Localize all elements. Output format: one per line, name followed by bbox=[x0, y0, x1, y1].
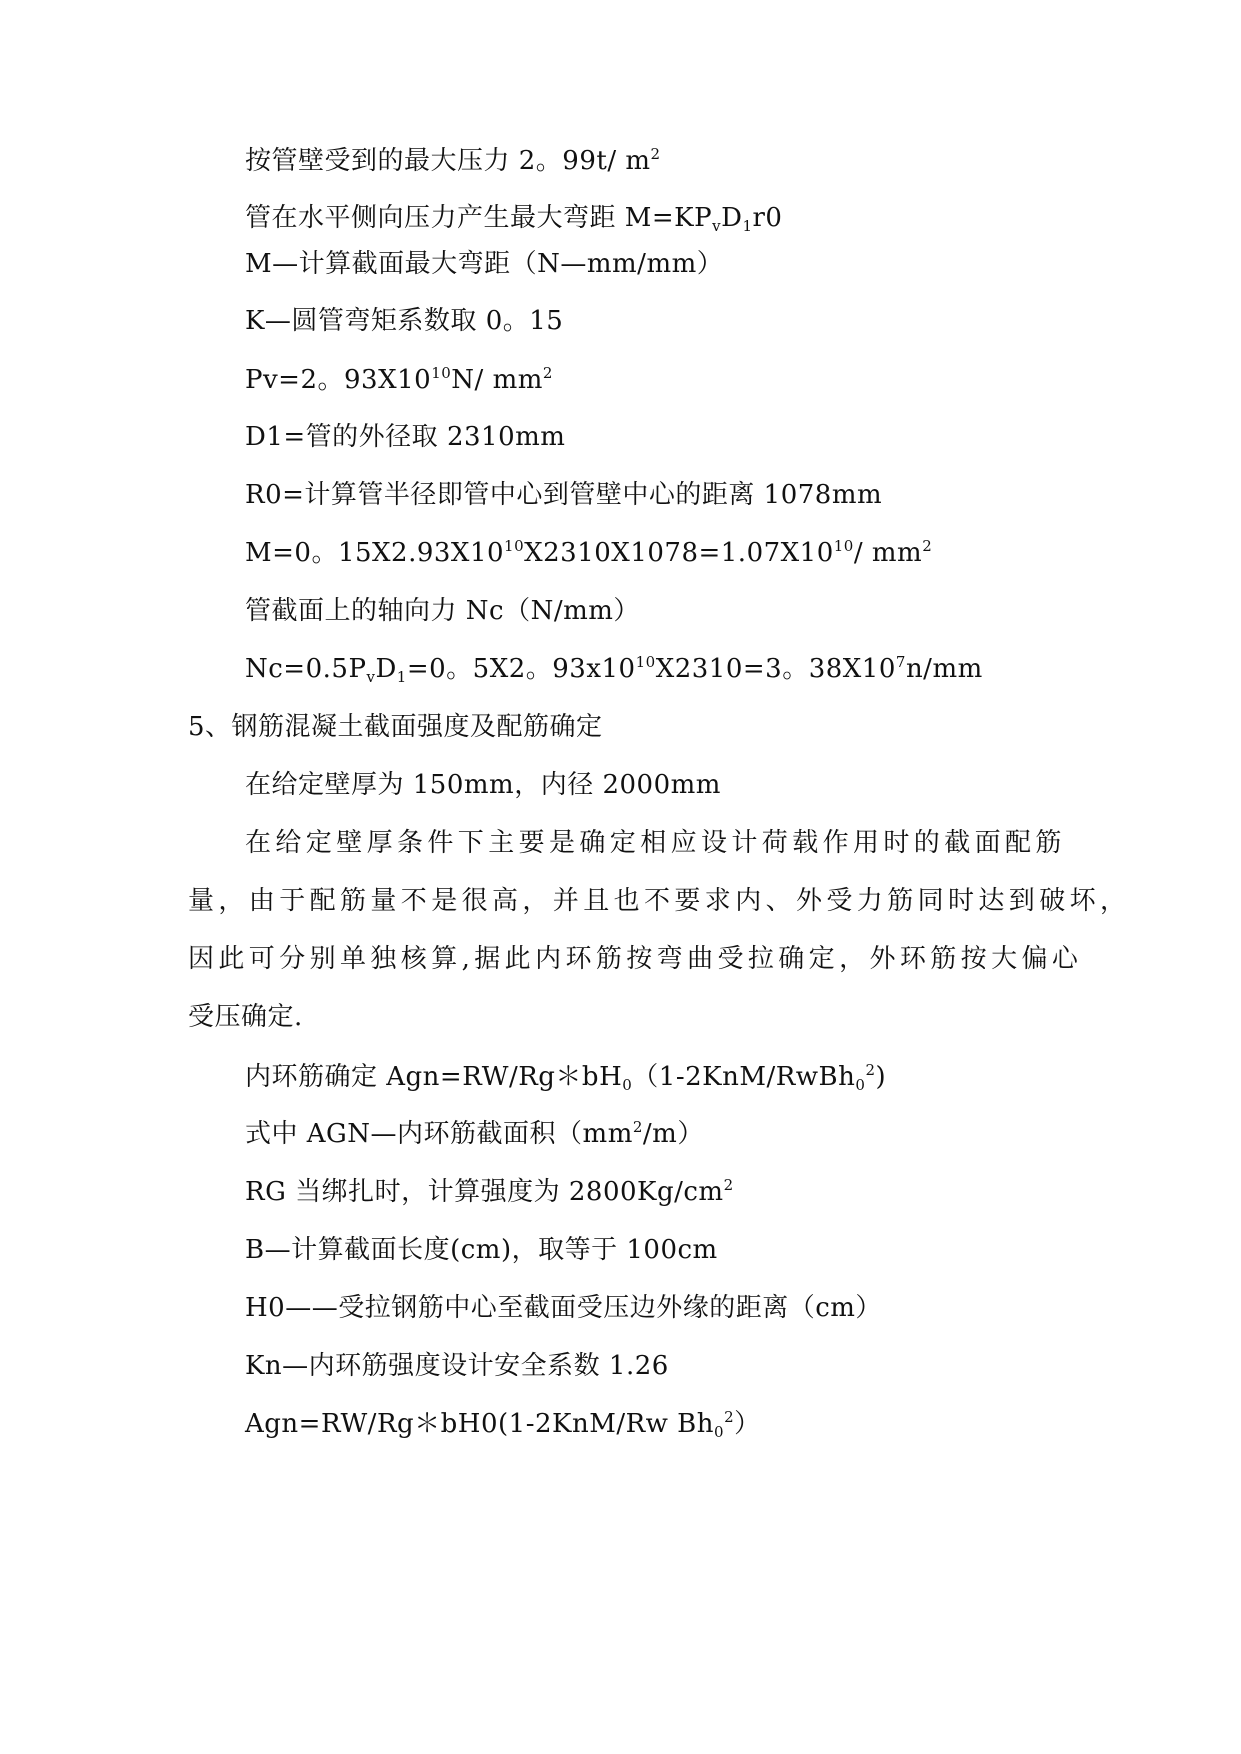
paragraph-line-2: 量，由于配筋量不是很高，并且也不要求内、外受力筋同时达到破坏， bbox=[188, 886, 1131, 916]
text-line-wall-thickness: 在给定壁厚为 150mm，内径 2000mm bbox=[245, 770, 721, 800]
text-line-rg-definition: RG 当绑扎时，计算强度为 $2800Kg/cm^2$ bbox=[245, 1176, 734, 1207]
text-line-nc-calculation: $Nc=0.5P_vD_1=0$。5X2。$93x10^{10}X2310=3$。$38X10^7n/mm$ bbox=[245, 653, 983, 686]
text-line-k-definition: K—圆管弯矩系数取 0。15 bbox=[245, 306, 564, 336]
paragraph-line-1: 在给定壁厚条件下主要是确定相应设计荷载作用时的截面配筋 bbox=[245, 828, 1066, 858]
text-line-kn-definition: Kn—内环筋强度设计安全系数 1.26 bbox=[245, 1351, 669, 1381]
paragraph-line-3: 因此可分别单独核算,据此内环筋按弯曲受拉确定，外环筋按大偏心 bbox=[188, 944, 1083, 974]
text-line-pv-value: Pv=2。$93X10^{10}N/$ $mm^2$ bbox=[245, 364, 553, 395]
text-line-m-calculation: M=0。$15X2.93X10^{10}X2310X1078=1.07X10^{10}/$ $mm^2$ bbox=[245, 537, 933, 568]
text-line-b-definition: B—计算截面长度(cm)，取等于 100cm bbox=[245, 1235, 718, 1265]
text-line-h0-definition: H0——受拉钢筋中心至截面受压边外缘的距离（cm） bbox=[245, 1293, 882, 1323]
text-line-r0-value: R0=计算管半径即管中心到管壁中心的距离 1078mm bbox=[245, 480, 883, 510]
section-heading-5: 5、钢筋混凝土截面强度及配筋确定 bbox=[188, 712, 603, 742]
text-line-d1-value: D1=管的外径取 2310mm bbox=[245, 422, 566, 452]
text-line-m-definition: M—计算截面最大弯距（N—mm/mm） bbox=[245, 249, 724, 279]
text-line-bending-moment-formula: 管在水平侧向压力产生最大弯距 $M=KP_vD_1r0$ bbox=[245, 203, 783, 235]
text-line-inner-ring-formula: 内环筋确定 $Agn=RW/Rg*bH_0(1-2KnM/RwBh_0^2)$ bbox=[245, 1061, 887, 1094]
text-line-agn-definition: 式中 AGN—内环筋截面积$(mm^2/m)$ bbox=[245, 1118, 704, 1149]
text-line-axial-force: 管截面上的轴向力 Nc（N/mm） bbox=[245, 596, 640, 626]
text-line-agn-formula: Agn=RW/Rg＊bH0(1-2KnM/Rw $Bh_0^2$） bbox=[245, 1408, 761, 1441]
paragraph-line-4: 受压确定. bbox=[188, 1002, 303, 1032]
text-line-max-pressure: 按管壁受到的最大压力 2。99t/ $m^2$ bbox=[245, 145, 661, 176]
